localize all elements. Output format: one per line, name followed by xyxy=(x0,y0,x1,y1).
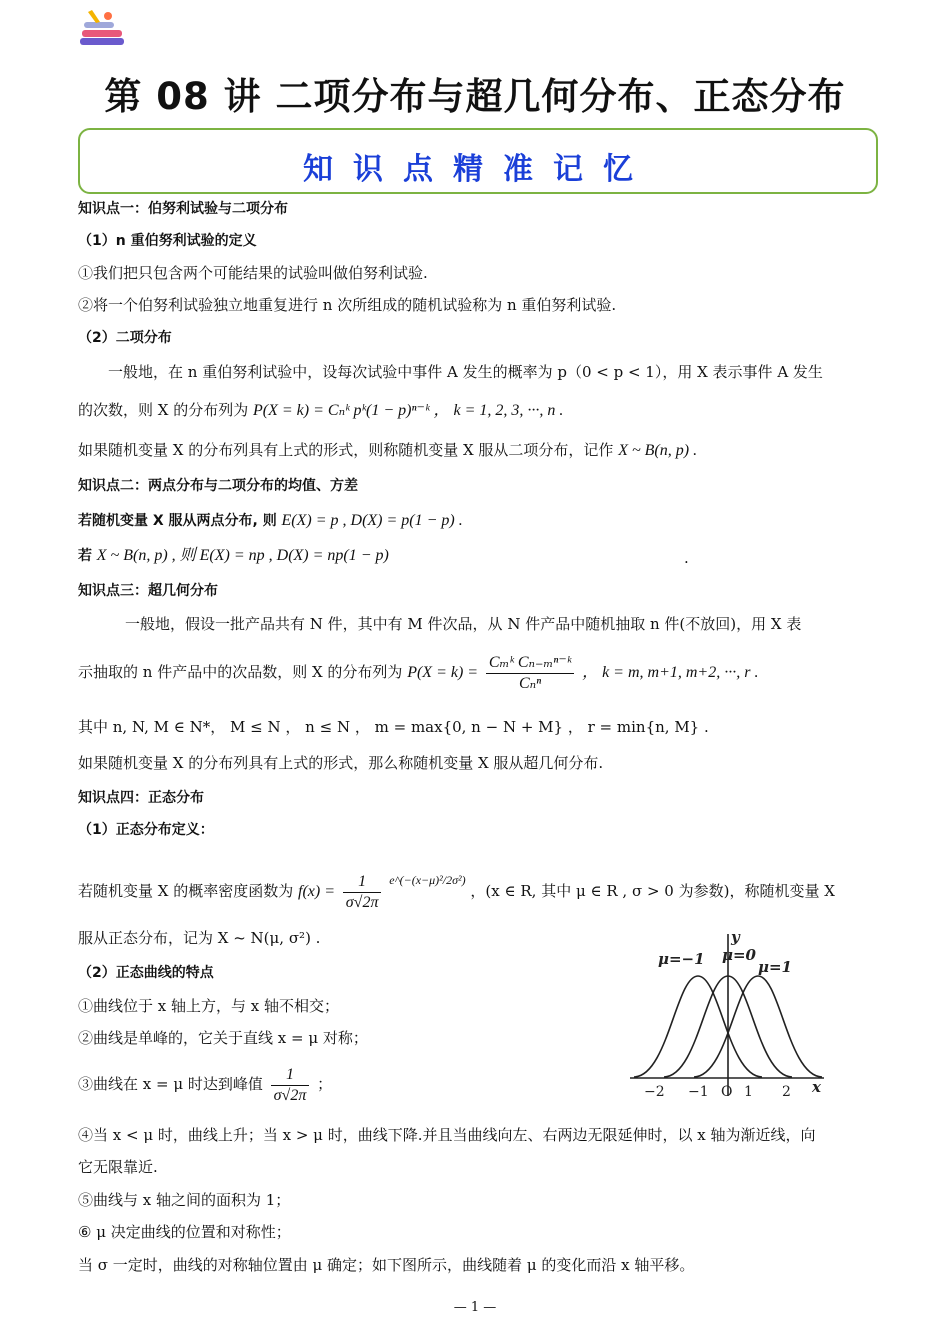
subheading-binomial: （2）二项分布 xyxy=(78,330,172,346)
text-line xyxy=(78,440,697,461)
fraction-numerator: Cₘᵏ Cₙ₋ₘⁿ⁻ᵏ xyxy=(486,653,574,674)
stray-period: . xyxy=(684,549,689,567)
text-line: 它无限靠近. xyxy=(78,1158,158,1176)
text-line xyxy=(78,1062,332,1106)
text-fragment: 如果随机变量 X 的分布列具有上式的形式，则称随机变量 X 服从二项分布，记作 xyxy=(78,441,614,459)
mu-label: μ=−1 xyxy=(658,950,705,968)
x-tick-label: −2 xyxy=(644,1084,665,1100)
text-line xyxy=(78,858,835,914)
text-line: ②将一个伯努利试验独立地重复进行 n 次所组成的随机试验称为 n 重伯努利试验. xyxy=(78,296,617,314)
text-fragment: 若随机变量 X 的概率密度函数为 xyxy=(78,882,294,900)
fraction-numerator: 1 xyxy=(271,1065,310,1086)
text-line xyxy=(78,650,758,695)
density-fraction xyxy=(343,872,382,913)
text-fragment: 的次数，则 X 的分布列为 xyxy=(78,401,249,419)
section-heading-1: 知识点一：伯努利试验与二项分布 xyxy=(78,201,288,217)
page-number: — 1 — xyxy=(453,1300,497,1315)
fraction-denominator: Cₙⁿ xyxy=(518,674,542,692)
text-line: ⑥ μ 决定曲线的位置和对称性； xyxy=(78,1223,291,1241)
x-axis-label: x xyxy=(812,1078,821,1096)
density-lhs: f(x) = xyxy=(298,883,335,900)
text-line: 一般地，假设一批产品共有 N 件，其中有 M 件次品，从 N 件产品中随机抽取 n 件(不放回)，用 X 表 xyxy=(125,615,802,633)
text-fragment: ； xyxy=(317,1075,333,1093)
x-tick-label: 1 xyxy=(744,1084,753,1100)
subheading-bernoulli-def: （1）n 重伯努利试验的定义 xyxy=(78,233,257,249)
hypergeometric-fraction xyxy=(486,653,574,694)
mu-label: μ=0 xyxy=(722,946,756,964)
peak-fraction xyxy=(271,1065,310,1106)
text-line: ⑤曲线与 x 轴之间的面积为 1； xyxy=(78,1191,291,1209)
section-heading-3: 知识点三：超几何分布 xyxy=(78,583,218,599)
subheading-normal-curve: （2）正态曲线的特点 xyxy=(78,965,214,981)
section-heading-2: 知识点二：两点分布与二项分布的均值、方差 xyxy=(78,478,358,494)
fraction-numerator: 1 xyxy=(343,872,382,893)
text-fragment: ③曲线在 x = μ 时达到峰值 xyxy=(78,1075,263,1093)
text-line: ④当 x < μ 时，曲线上升；当 x > μ 时，曲线下降.并且当曲线向左、右两边无限延伸时，以 x 轴为渐近线，向 xyxy=(78,1126,816,1144)
x-tick-label: −1 xyxy=(688,1084,709,1100)
hypergeometric-lhs: P(X = k) = xyxy=(407,664,479,681)
text-line: ②曲线是单峰的，它关于直线 x = μ 对称； xyxy=(78,1029,368,1047)
page-title: 第 08 讲 二项分布与超几何分布、正态分布 xyxy=(104,75,846,118)
density-exponent: e^(−(x−μ)²/2σ²) xyxy=(389,873,466,887)
fraction-denominator: σ√2π xyxy=(345,893,379,911)
fraction-denominator: σ√2π xyxy=(273,1086,307,1104)
text-line: 一般地，在 n 重伯努利试验中，设每次试验中事件 A 发生的概率为 p（0 < p < 1），用 X 表示事件 A 发生 xyxy=(108,363,823,381)
book-stack-logo-icon xyxy=(78,8,130,52)
text-line: 其中 n, N, M ∈ N*， M ≤ N ， n ≤ N ， m = max{0, n − N + M} ， r = min{n, M} . xyxy=(78,718,709,736)
text-line: 当 σ 一定时，曲线的对称轴位置由 μ 确定；如下图所示，曲线随着 μ 的变化而沿 x 轴平移。 xyxy=(78,1256,695,1274)
text-fragment: ，(x ∈ R, 其中 μ ∈ R , σ > 0 为参数)，称随机变量 X xyxy=(470,882,835,900)
text-line xyxy=(78,510,463,531)
text-fragment: 若随机变量 X 服从两点分布, 则 xyxy=(78,513,277,529)
section-banner xyxy=(78,128,878,194)
binomial-notation: X ~ B(n, p) . xyxy=(618,442,698,459)
text-fragment: 示抽取的 n 件产品中的次品数，则 X 的分布列为 xyxy=(78,663,403,681)
text-line xyxy=(78,400,563,421)
y-axis-label: y xyxy=(731,928,740,946)
text-line: 服从正态分布，记为 X ~ N(μ, σ²) . xyxy=(78,929,321,947)
x-tick-label: O xyxy=(721,1084,733,1100)
subheading-normal-def: （1）正态分布定义： xyxy=(78,822,214,838)
text-fragment: 若 xyxy=(78,548,92,564)
binomial-mean-variance: X ~ B(n, p) , 则 E(X) = np , D(X) = np(1 − p) xyxy=(96,547,389,564)
text-line: ①曲线位于 x 轴上方，与 x 轴不相交； xyxy=(78,997,339,1015)
text-line: ①我们把只包含两个可能结果的试验叫做伯努利试验. xyxy=(78,264,428,282)
two-point-formula: E(X) = p , D(X) = p(1 − p) . xyxy=(281,512,463,529)
binomial-formula: P(X = k) = Cₙᵏ pᵏ(1 − p)ⁿ⁻ᵏ ， k = 1, 2, 3, ···, n . xyxy=(253,402,564,419)
x-tick-label: 2 xyxy=(782,1084,791,1100)
text-line: 如果随机变量 X 的分布列具有上式的形式，那么称随机变量 X 服从超几何分布. xyxy=(78,754,604,772)
mu-label: μ=1 xyxy=(758,958,792,976)
hypergeometric-range: ， k = m, m+1, m+2, ···, r . xyxy=(582,664,759,681)
banner-text: 知识点精准记忆 xyxy=(303,152,653,187)
text-line xyxy=(78,545,389,566)
normal-curves-figure xyxy=(628,928,828,1100)
section-heading-4: 知识点四：正态分布 xyxy=(78,790,204,806)
